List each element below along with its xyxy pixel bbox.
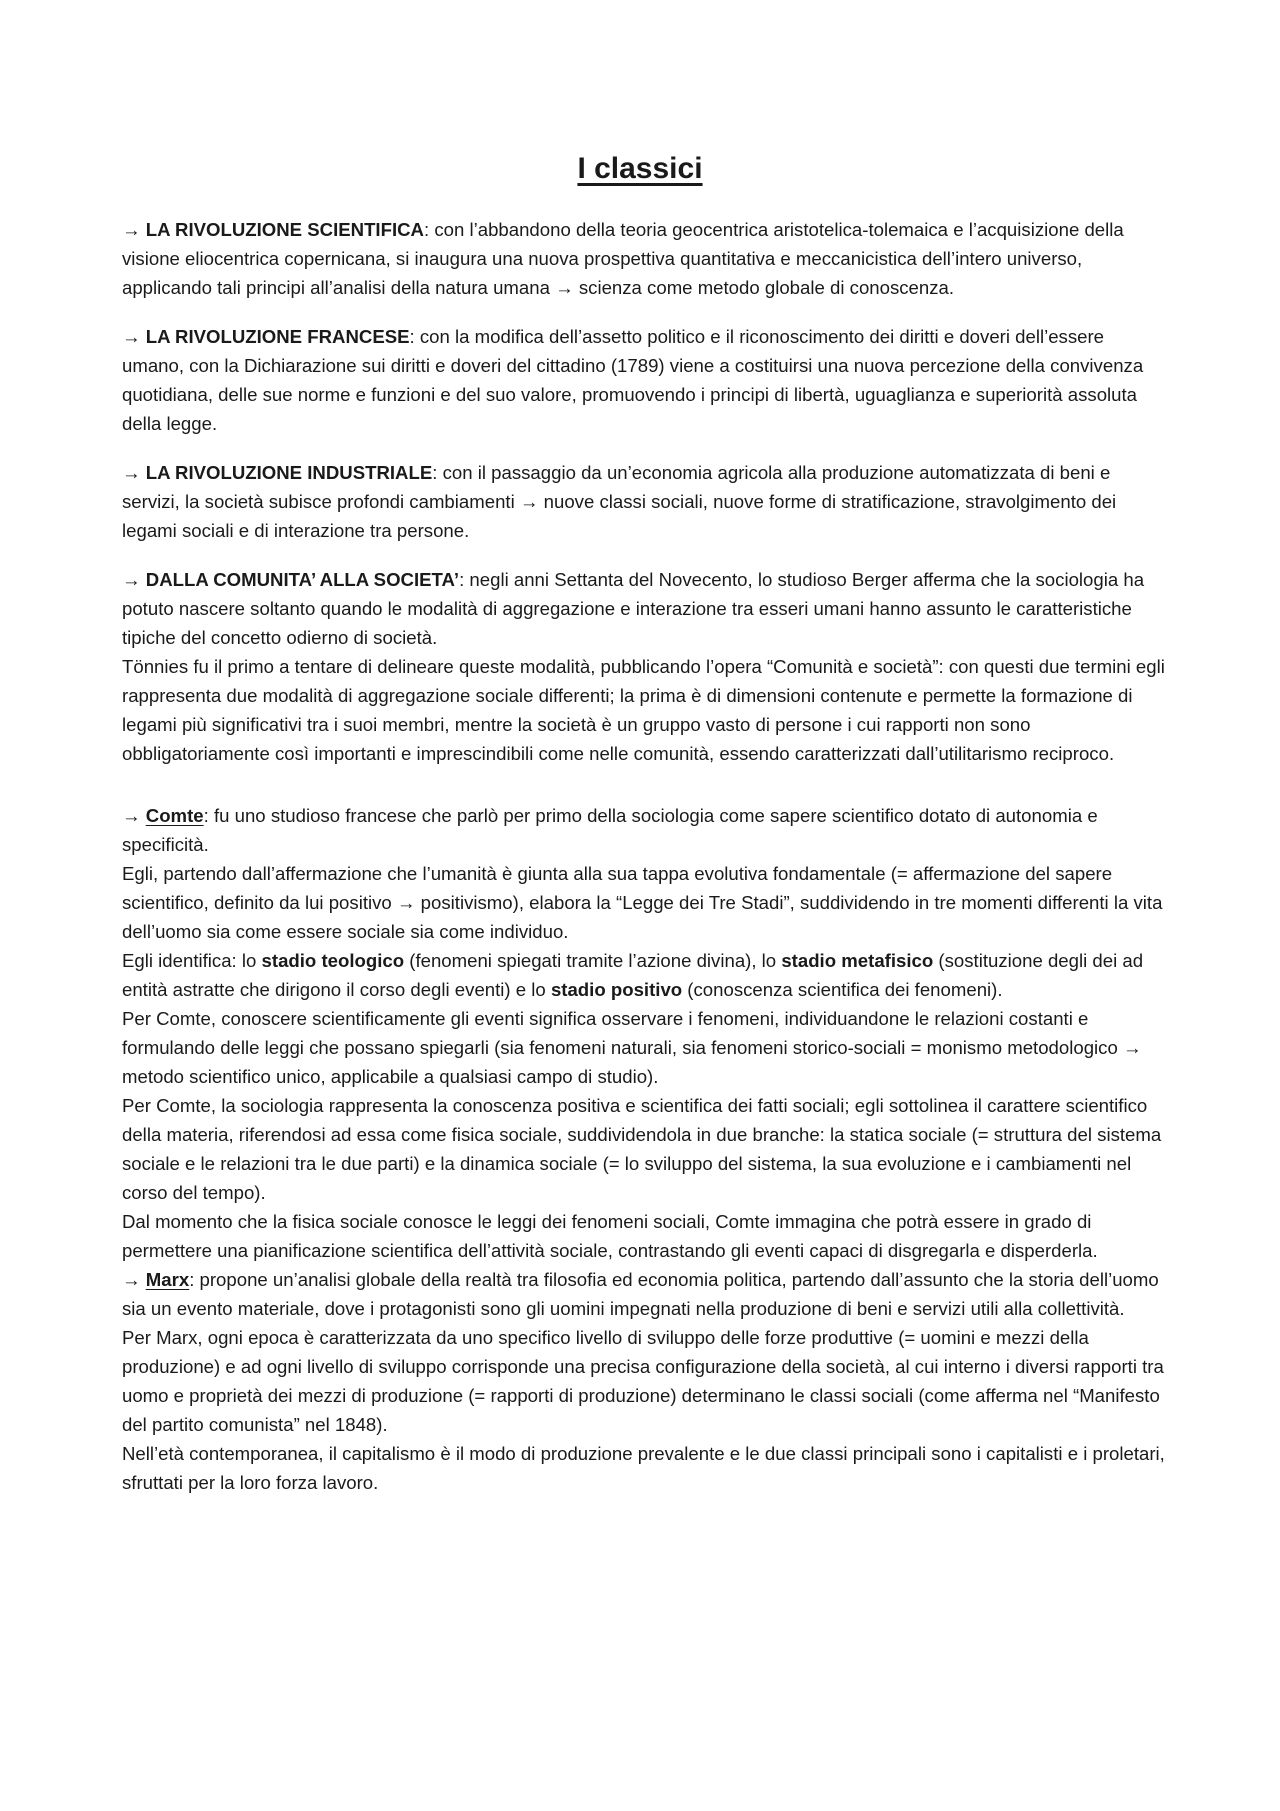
paragraph-comte-fisica-sociale: Per Comte, la sociologia rappresenta la conoscenza positiva e scientifica dei fatti sociali; egli sottolinea il carattere scientifico della materia, riferendosi ad essa come fisica sociale, suddividendola in due branche: la statica sociale (= struttura del sistema sociale e le relazioni tra le due parti) e la dinamica sociale (= lo sviluppo del sistema, la sua evoluzione e i cambiamenti nel corso del tempo). [122, 1095, 1162, 1203]
page-title: I classici [577, 152, 703, 185]
paragraph-comte [122, 801, 1167, 859]
heading-rivoluzione-industriale: LA RIVOLUZIONE INDUSTRIALE [145, 462, 433, 483]
text-segment: (sostituzione degli dei ad entità astratte che dirigono il corso degli eventi) e lo [122, 950, 1144, 1000]
arrow-icon: → [122, 1269, 141, 1290]
text-rivoluzione-francese: : con la modifica dell’assetto politico e il riconoscimento dei diritti e doveri dell’essere umano, con la Dichiarazione sui diritti e doveri del cittadino (1789) viene a costituirsi una nuova percezione della convivenza quotidiana, delle sue norme e funzioni e del suo valore, promuovendo i principi di libertà, uguaglianza e superiorità assoluta della legge. [122, 326, 1144, 434]
paragraph-comte-legge-tre-stadi: Egli, partendo dall’affermazione che l’umanità è giunta alla sua tappa evolutiva fondamentale (= affermazione del sapere scientifico, definito da lui positivo → positivismo), elabora la “Legge dei Tre Stadi”, suddividendo in tre momenti differenti la vita dell’uomo sia come essere sociale sia come individuo. [122, 863, 1163, 942]
arrow-icon: → [122, 805, 141, 826]
term-stadio-metafisico: stadio metafisico [781, 950, 934, 971]
paragraph-marx-forze-produttive: Per Marx, ogni epoca è caratterizzata da uno specifico livello di sviluppo delle forze produttive (= uomini e mezzi della produzione) e ad ogni livello di sviluppo corrisponde una precisa configurazione della società, al cui interno i diversi rapporti tra uomo e proprietà dei mezzi di produzione (= rapporti di produzione) determinano le classi sociali (come afferma nel “Manifesto del partito comunista” nel 1848). [122, 1327, 1164, 1435]
text-segment: Egli identifica: lo [122, 950, 262, 971]
text-rivoluzione-scientifica: : con l’abbandono della teoria geocentrica aristotelica-tolemaica e l’acquisizione della visione eliocentrica copernicana, si inaugura una nuova prospettiva quantitativa e meccanicistica dell’intero universo, applicando tali principi all’analisi della natura umana → scienza come metodo globale di conoscenza. [122, 219, 1124, 298]
term-stadio-positivo: stadio positivo [550, 979, 683, 1000]
heading-rivoluzione-scientifica: LA RIVOLUZIONE SCIENTIFICA [145, 219, 424, 240]
paragraph-comte-metodo: Per Comte, conoscere scientificamente gli eventi significa osservare i fenomeni, individuandone le relazioni costanti e formulando delle leggi che possano spiegarli (sia fenomeni naturali, sia fenomeni storico-sociali = monismo metodologico → metodo scientifico unico, applicabile a qualsiasi campo di studio). [122, 1008, 1142, 1087]
term-stadio-teologico: stadio teologico [261, 950, 405, 971]
paragraph-comte-pianificazione: Dal momento che la fisica sociale conosce le leggi dei fenomeni sociali, Comte immagina che potrà essere in grado di permettere una pianificazione scientifica dell’attività sociale, contrastando gli eventi capaci di disgregarla e disperderla. [122, 1211, 1098, 1261]
arrow-icon: → [122, 569, 141, 590]
paragraph-marx-capitalismo: Nell’età contemporanea, il capitalismo è il modo di produzione prevalente e le due classi principali sono i capitalisti e i proletari, sfruttati per la loro forza lavoro. [122, 1443, 1165, 1493]
heading-comte: Comte [145, 805, 204, 826]
text-comunita-societa: : negli anni Settanta del Novecento, lo studioso Berger afferma che la sociologia ha potuto nascere soltanto quando le modalità di aggregazione e interazione tra esseri umani hanno assunto le caratteristiche tipiche del concetto odierno di società. [122, 569, 1145, 648]
heading-rivoluzione-francese: LA RIVOLUZIONE FRANCESE [145, 326, 410, 347]
document-body [122, 215, 1167, 1497]
paragraph-rivoluzione-scientifica [122, 215, 1167, 302]
text-marx: : propone un’analisi globale della realtà tra filosofia ed economia politica, partendo dall’assunto che la storia dell’uomo sia un evento materiale, dove i protagonisti sono gli uomini impegnati nella produzione di beni e servizi utili alla collettività. [122, 1269, 1159, 1319]
paragraph-comunita-societa [122, 565, 1167, 652]
text-segment: (fenomeni spiegati tramite l’azione divina), lo [404, 950, 782, 971]
arrow-icon: → [122, 219, 141, 240]
paragraph-tonnies: Tönnies fu il primo a tentare di delineare queste modalità, pubblicando l’opera “Comunità e società”: con questi due termini egli rappresenta due modalità di aggregazione sociale differenti; la prima è di dimensioni contenute e permette la formazione di legami più significativi tra i suoi membri, mentre la società è un gruppo vasto di persone i cui rapporti non sono obbligatoriamente così importanti e imprescindibili come nelle comunità, essendo caratterizzati dall’utilitarismo reciproco. [122, 656, 1165, 764]
text-rivoluzione-industriale: : con il passaggio da un’economia agricola alla produzione automatizzata di beni e servizi, la società subisce profondi cambiamenti → nuove classi sociali, nuove forme di stratificazione, stravolgimento dei legami sociali e di interazione tra persone. [122, 462, 1117, 541]
arrow-icon: → [122, 326, 141, 347]
heading-marx: Marx [145, 1269, 190, 1290]
text-segment: (conoscenza scientifica dei fenomeni). [682, 979, 1003, 1000]
arrow-icon: → [122, 462, 141, 483]
paragraph-comte-stadi [122, 946, 1167, 1004]
heading-comunita-societa: DALLA COMUNITA’ ALLA SOCIETA’ [145, 569, 460, 590]
paragraph-rivoluzione-francese [122, 322, 1167, 438]
text-comte: : fu uno studioso francese che parlò per primo della sociologia come sapere scientifico dotato di autonomia e specificità. [122, 805, 1098, 855]
paragraph-rivoluzione-industriale [122, 458, 1167, 545]
paragraph-marx [122, 1265, 1167, 1323]
